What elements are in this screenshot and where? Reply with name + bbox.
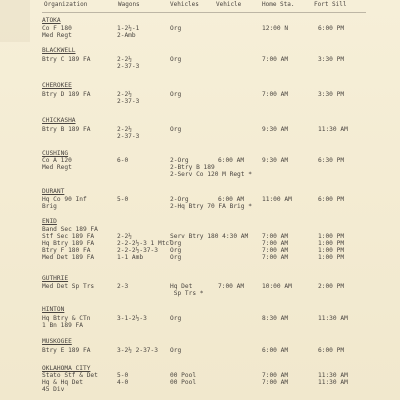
home-oklahoma-city: 7:00 AM 7:00 AM [262, 372, 289, 386]
vehicle-time-cushing: 6:00 AM [218, 157, 245, 164]
header-col4: Vehicle [216, 1, 242, 8]
city-chickasha: CHICKASHA [42, 117, 76, 124]
wagons-guthrie: 2-3 [117, 283, 129, 290]
wagons-cushing: 6-0 [117, 157, 129, 164]
unit-guthrie: Med Det Sp Trs [42, 283, 95, 290]
city-durant: DURANT [42, 188, 65, 195]
fort-enid: 1:00 PM 1:00 PM 1:00 PM 1:00 PM [318, 233, 345, 261]
header-col6: Fort Sill [314, 1, 347, 8]
city-enid: ENID [42, 218, 57, 225]
wagons-hinton: 3-1-2½-3 [117, 315, 147, 322]
wagons-atoka: 1-2½-1 2-Amb [117, 25, 140, 39]
wagons-blackwell: 2-2½ 2-37-3 [117, 56, 140, 70]
unit-atoka: Co F 180 Med Regt [42, 25, 72, 39]
city-guthrie: GUTHRIE [42, 275, 69, 282]
header-rule [42, 12, 366, 13]
city-muskogee: MUSKOGEE [42, 338, 72, 345]
vehicles-chickasha: Org [170, 126, 182, 133]
fort-cherokee: 3:30 PM [318, 91, 345, 98]
city-cushing: CUSHING [42, 150, 69, 157]
city-blackwell: BLACKWELL [42, 47, 76, 54]
unit-enid: Band Sec 189 FA Stf Sec 189 FA Hq Btry 189 FA Btry F 180 FA Med Det 189 FA [42, 226, 98, 261]
unit-cushing: Co A 120 Med Regt [42, 157, 72, 171]
fort-durant: 6:00 PM [318, 196, 345, 203]
city-hinton: HINTON [42, 306, 65, 313]
home-blackwell: 7:00 AM [262, 56, 289, 63]
vehicles-guthrie: Hq Det Sp Trs * [170, 283, 204, 297]
fort-oklahoma-city: 11:30 AM 11:30 AM [318, 372, 348, 386]
home-enid: 7:00 AM 7:00 AM 7:00 AM 7:00 AM [262, 233, 289, 261]
unit-chickasha: Btry B 189 FA [42, 126, 91, 133]
home-cushing: 9:30 AM [262, 157, 289, 164]
home-guthrie: 10:00 AM [262, 283, 292, 290]
vehicles-cherokee: Org [170, 91, 182, 98]
city-cherokee: CHEROKEE [42, 82, 72, 89]
vehicle-time-durant: 6:00 AM [218, 196, 245, 203]
vehicles-durant: 2-Org 2-Hq Btry 70 FA Brig * [170, 196, 252, 210]
vehicles-hinton: Org [170, 315, 182, 322]
home-cherokee: 7:00 AM [262, 91, 289, 98]
city-atoka: ATOKA [42, 17, 61, 24]
wagons-durant: 5-0 [117, 196, 129, 203]
home-chickasha: 9:30 AM [262, 126, 289, 133]
header-col1: Organization [44, 1, 88, 8]
wagons-cherokee: 2-2½ 2-37-3 [117, 91, 140, 105]
header-col2: Wagons [118, 1, 140, 8]
unit-durant: Hq Co 90 Inf Brig [42, 196, 87, 210]
unit-cherokee: Btry D 189 FA [42, 91, 91, 98]
wagons-oklahoma-city: 5-0 4-0 [117, 372, 129, 386]
header-col5: Home Sta. [262, 1, 295, 8]
fort-blackwell: 3:30 PM [318, 56, 345, 63]
home-atoka: 12:00 N [262, 25, 289, 32]
fort-guthrie: 2:00 PM [318, 283, 345, 290]
fort-hinton: 11:30 AM [318, 315, 348, 322]
unit-oklahoma-city: Stato Stf & Det Hq & Hq Det 45 Div [42, 372, 98, 393]
fort-cushing: 6:30 PM [318, 157, 345, 164]
fort-chickasha: 11:30 AM [318, 126, 348, 133]
wagons-muskogee: 3-2½ 2-37-3 [117, 347, 158, 354]
vehicles-blackwell: Org [170, 56, 182, 63]
home-durant: 11:00 AM [262, 196, 292, 203]
wagons-enid: 2-2½ 2-2-2½-3 1 Mtcl 2-2-2½-37-3 1-1 Amb [117, 233, 173, 261]
vehicles-oklahoma-city: 00 Pool 00 Pool [170, 372, 197, 386]
wagons-chickasha: 2-2½ 2-37-3 [117, 126, 140, 140]
home-hinton: 8:30 AM [262, 315, 289, 322]
unit-muskogee: Btry E 189 FA [42, 347, 91, 354]
home-muskogee: 6:00 AM [262, 347, 289, 354]
fort-atoka: 6:00 PM [318, 25, 345, 32]
paper-stain [0, 0, 30, 42]
fort-muskogee: 6:00 PM [318, 347, 345, 354]
vehicles-muskogee: Org [170, 347, 182, 354]
vehicle-time-guthrie: 7:00 AM [218, 283, 245, 290]
vehicles-cushing: 2-Org 2-Btry B 189 2-Serv Co 120 M Regt * [170, 157, 252, 178]
city-oklahoma-city: OKLAHOMA CITY [42, 365, 91, 372]
vehicles-enid: Serv Btry 180 4:30 AM Org Org Org [170, 233, 249, 261]
vehicles-atoka: Org [170, 25, 182, 32]
unit-hinton: Hq Btry & CTn 1 Bn 189 FA [42, 315, 91, 329]
unit-blackwell: Btry C 189 FA [42, 56, 91, 63]
header-col3: Vehicles [170, 1, 199, 8]
